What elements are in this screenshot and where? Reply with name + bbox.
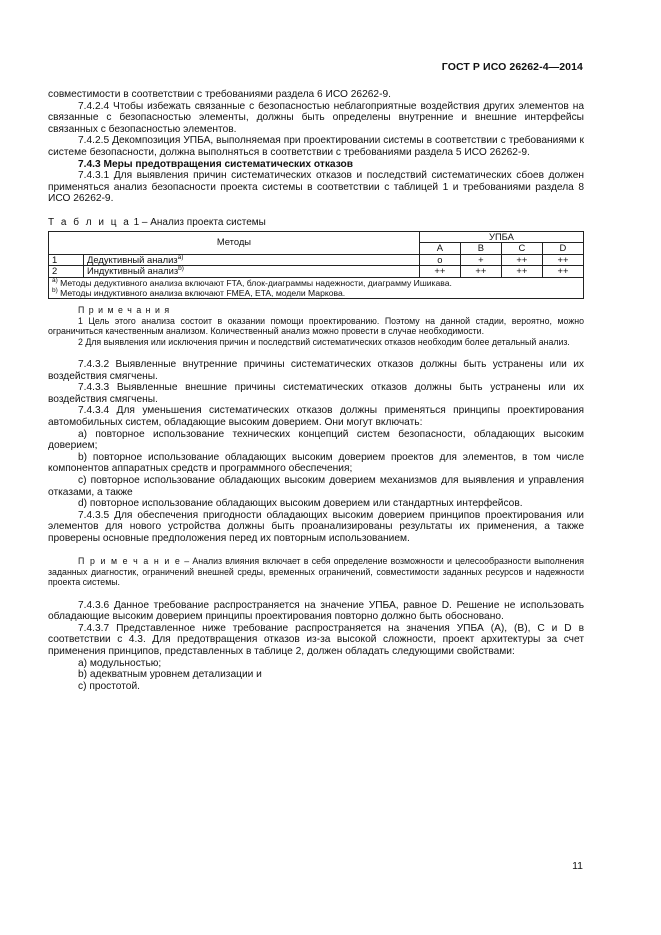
value-cell: ++ [542,254,583,266]
header-upba: УПБА [419,231,583,243]
analysis-table [48,231,584,300]
section-heading: 7.4.3 Меры предотвращения систематических отказов [78,158,354,170]
page-content [48,89,584,692]
value-cell: ++ [501,254,542,266]
body-paragraph: 7.4.3.5 Для обеспечения пригодности обладающих высоким доверием принципов проектирования или элементов для нового устройства должны быть проанализированы результаты их применения, а также проверены основные предположения перед их повторным использованием. [48,509,584,544]
level-b: B [460,243,501,255]
body-paragraph: b) повторное использование обладающих высоким доверием проектов для элементов, в том числе компонентов аппаратных средств и программного обеспечения; [48,451,584,475]
body-paragraph: 7.4.3.4 Для уменьшения систематических отказов должны применяться принципы проектирования автомобильных систем, обладающие высоким доверием. Они могут включать: [48,405,584,428]
table-row [49,254,584,266]
value-cell: ++ [460,266,501,278]
row-number: 1 [49,254,84,266]
row-method: Индуктивный анализ$^{b)}$ [84,266,420,278]
intro-paragraph: совместимости в соответствии с требованиями раздела 6 ИСО 26262-9. [48,89,391,100]
row-number: 2 [49,266,84,278]
body-block [48,359,584,545]
level-d: D [542,243,583,255]
table-caption [48,217,584,229]
table-header-row [49,231,584,243]
level-c: C [501,243,542,255]
body-paragraph: 7.4.3.3 Выявленные внешние причины систематических отказов должны быть устранены или их воздействия смягчены. [48,382,584,405]
table-footnotes-row [49,277,584,299]
note-item: 2 Для выявления или исключения причин и последствий систематических отказов необходим более детальный анализ. [78,336,570,347]
footnote-mark: b) [178,264,184,272]
tail-block [48,600,584,693]
section-paragraph: 7.4.3.1 Для выявления причин систематических отказов и последствий систематических сбоев должен применяться анализ безопасности проекта системы в соответствии с таблицей 1 и требованиями раздела 8 ИСО 26262-9. [48,170,584,205]
page-number: 11 [572,860,583,872]
value-cell: + [460,254,501,266]
value-cell: o [419,254,460,266]
table-caption-text: 1 – Анализ проекта системы [133,216,266,228]
header-methods: Методы [49,231,420,254]
value-cell: ++ [419,266,460,278]
body-paragraph: 7.4.3.2 Выявленные внутренние причины систематических отказов должны быть устранены или их воздействия смягчены. [48,358,584,382]
level-a: A [419,243,460,255]
value-cell: ++ [501,266,542,278]
body-paragraph: a) повторное использование технических концепций систем безопасности, обладающих высоким доверием; [48,428,584,452]
notes-label: П р и м е ч а н и я [78,305,171,316]
notes-block [48,305,584,347]
table-footnote: $^{b)}$ Методы индуктивного анализа включают FMEA, ETA, модели Маркова. [52,287,346,298]
tail-paragraph: 7.4.3.6 Данное требование распространяется на значение УПБА, равное D. Решение не использовать обладающие высоким доверием принципы проектирования повторно должно быть обосновано. [48,599,584,623]
note-item: 1 Цель этого анализа состоит в оказании помощи проектированию. Поэтому на данной стадии, вероятно, можно ограничиться качественным анализом. Количественный анализ можно провести в случае необходимости. [48,315,584,337]
note-text: – Анализ влияния включает в себя определение возможности и целесообразности выполнения заданных диагностик, ограничений внешней среды, временных ограничений, совместимости заданных ресурсов и надежности проекта системы. [48,556,584,588]
tail-paragraph: 7.4.3.7 Представленное ниже требование распространяется на значения УПБА (A), (B), C и D в соответствии с 4.3. Для предотвращения отказов из-за высокой сложности, проект архитектуры за счет применения принципов, представленных в таблице 2, должен обладать следующими свойствами: [48,622,584,658]
body-paragraph: d) повторное использование обладающих высоким доверием или стандартных интерфейсов. [78,498,523,510]
tail-paragraph: c) простотой. [78,680,140,692]
table-footnotes [49,277,584,299]
body-paragraph: c) повторное использование обладающих высоким доверием механизмов для выявления и управления отказами, а также [48,474,584,498]
table-caption-label: Т а б л и ц а [48,216,131,228]
value-cell: ++ [542,266,583,278]
document-header: ГОСТ Р ИСО 26262-4—2014 [441,61,583,73]
table-footnote: $^{a)}$ Методы дедуктивного анализа включают FTA, блок-диаграммы надежности, диаграмму Ишикава. [52,276,452,288]
note-label: П р и м е ч а н и е [78,556,182,567]
tail-paragraph: a) модульностью; [78,657,162,669]
intro-paragraph: 7.4.2.5 Декомпозиция УПБА, выполняемая при проектировании системы в соответствии с требованиями к системе безопасности, должна выполняться в соответствии с требованиями раздела 5 ИСО 26262-9. [48,135,584,158]
row-method: Дедуктивный анализ$^{a)}$ [84,254,420,266]
note-paragraph [48,556,584,587]
tail-paragraph: b) адекватным уровнем детализации и [78,669,262,681]
footnote-mark: a) [177,253,184,261]
table-row [49,266,584,278]
intro-paragraph: 7.4.2.4 Чтобы избежать связанные с безопасностью неблагоприятные воздействия других элементов на связанные с безопасностью элементы, должны быть определены внутренние и внешние интерфейсы связанных с безопасностью элементов. [48,100,584,135]
